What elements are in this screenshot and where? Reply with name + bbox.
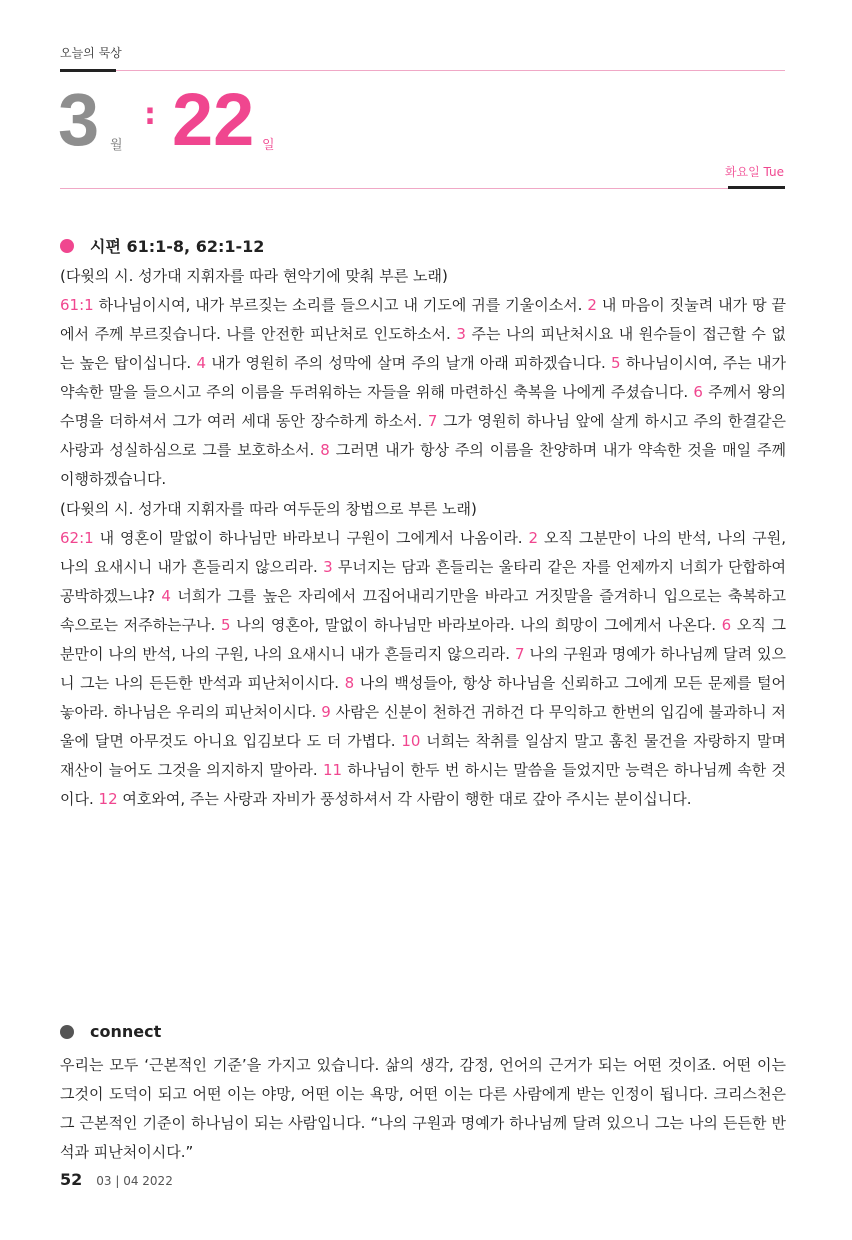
- psalm-62-text: [60, 524, 786, 814]
- month-unit: 월: [110, 138, 123, 153]
- bullet-dot-icon: [60, 1025, 74, 1039]
- verse-number: 10: [401, 732, 421, 750]
- weekday-label: 화요일 Tue: [724, 165, 784, 179]
- verse-text: 하나님이시여, 내가 부르짖는 소리를 들으시고 내 기도에 귀를 기울이소서.: [93, 296, 588, 314]
- verse-text: 무너지는 담과 흔들리는 울타리 같은 자를 언제까지 너희가 단합하여 공박하겠느냐?: [60, 558, 787, 605]
- top-rule: [116, 70, 785, 71]
- psalm-62-intro: (다윗의 시. 성가대 지휘자를 따라 여두둔의 창법으로 부른 노래): [60, 500, 477, 518]
- verse-number: 62:1: [60, 529, 94, 547]
- verse-text: 너희가 그를 높은 자리에서 끄집어내리기만을 바라고 거짓말을 즐겨하니 입으로는 축복하고 속으로는 저주하는구나.: [60, 587, 787, 634]
- verse-text: 내 영혼이 말없이 하나님만 바라보니 구원이 그에게서 나옴이라.: [93, 529, 529, 547]
- verse-number: 2: [587, 296, 597, 314]
- verse-number: 8: [344, 674, 355, 692]
- month-number: 3: [58, 78, 100, 161]
- verse-number: 11: [322, 761, 343, 779]
- verse-number: 4: [161, 587, 171, 605]
- verse-text: 그러면 내가 항상 주의 이름을 찬양하며 내가 약속한 것을 매일 주께 이행하겠습니다.: [60, 441, 787, 488]
- verse-number: 4: [196, 354, 206, 372]
- verse-text: 나의 구원과 명예가 하나님께 달려 있으니 그는 나의 든든한 반석과 피난처이시다.: [60, 645, 787, 692]
- connect-title: connect: [90, 1022, 162, 1041]
- verse-number: 3: [323, 558, 333, 576]
- verse-text: 나의 영혼아, 말없이 하나님만 바라보아라. 나의 희망이 그에게서 나온다.: [230, 616, 722, 634]
- page-number: 52: [60, 1170, 83, 1189]
- verse-text: 너희는 착취를 일삼지 말고 훔친 물건을 자랑하지 말며 재산이 늘어도 그것을 의지하지 말아라.: [60, 732, 786, 779]
- verse-number: 61:1: [60, 296, 94, 314]
- verse-text: 하나님이시여, 주는 내가 약속한 말을 들으시고 주의 이름을 두려워하는 자들을 위해 마련하신 축복을 나에게 주셨습니다.: [60, 354, 786, 401]
- psalm-61-text: [60, 291, 786, 494]
- verse-text: 내 마음이 짓눌려 내가 땅 끝에서 주께 부르짖습니다. 나를 안전한 피난처로 인도하소서.: [60, 296, 787, 343]
- verse-text: 오직 그분만이 나의 반석, 나의 구원, 나의 요새시니 내가 흔들리지 않으리라.: [60, 616, 786, 663]
- day-unit: 일: [262, 138, 275, 153]
- date-separator: :: [144, 97, 156, 132]
- scripture-heading: [60, 234, 264, 257]
- connect-body: 우리는 모두 ‘근본적인 기준’을 가지고 있습니다. 삶의 생각, 감정, 언어의 근거가 되는 어떤 것이죠. 어떤 이는 그것이 도덕이 되고 어떤 이는 야망, 어떤 이는 욕망, 어떤 이는 다른 사람에게 받는 인정이 됩니다. 크리스천은 그 근본적인 기준이 하나님이 되는 사람입니다. “나의 구원과 명예가 하나님께 달려 있으니 그는 나의 든든한 반석과 피난처이시다.”: [60, 1056, 786, 1161]
- header-rule: [60, 188, 728, 189]
- connect-heading: [60, 1022, 161, 1041]
- verse-text: 주는 나의 피난처시요 내 원수들이 접근할 수 없는 높은 탑이십니다.: [60, 325, 786, 372]
- verse-text: 내가 영원히 주의 성막에 살며 주의 날개 아래 피하겠습니다.: [205, 354, 612, 372]
- verse-text: 그가 영원히 하나님 앞에 살게 하시고 주의 한결같은 사랑과 성실하심으로 그를 보호하소서.: [60, 412, 786, 459]
- verse-text: 오직 그분만이 나의 반석, 나의 구원, 나의 요새시니 내가 흔들리지 않으리라.: [60, 529, 786, 576]
- verse-number: 9: [321, 703, 331, 721]
- verse-number: 6: [693, 383, 703, 401]
- verse-text: 나의 백성들아, 항상 하나님을 신뢰하고 그에게 모든 문제를 털어놓아라. 하나님은 우리의 피난처이시다.: [60, 674, 786, 721]
- psalm-61-intro: (다윗의 시. 성가대 지휘자를 따라 현악기에 맞춰 부른 노래): [60, 267, 448, 285]
- scripture-title: 시편 61:1-8, 62:1-12: [90, 237, 265, 256]
- section-label: 오늘의 묵상: [60, 46, 122, 60]
- issue-date: 03 | 04 2022: [96, 1174, 173, 1188]
- section-underline: [60, 69, 116, 72]
- page-footer: [60, 1170, 173, 1189]
- verse-text: 여호와여, 주는 사랑과 자비가 풍성하셔서 각 사람이 행한 대로 갚아 주시는 분이십니다.: [117, 790, 692, 808]
- verse-number: 6: [721, 616, 732, 634]
- bullet-dot-icon: [60, 239, 74, 253]
- verse-number: 3: [456, 325, 466, 343]
- verse-number: 5: [221, 616, 231, 634]
- verse-number: 8: [320, 441, 330, 459]
- verse-text: 사람은 신분이 천하건 귀하건 다 무익하고 한번의 입김에 불과하니 저울에 달면 아무것도 아니요 입김보다 도 더 가볍다.: [60, 703, 787, 750]
- verse-number: 5: [611, 354, 621, 372]
- verse-text: 하나님이 한두 번 하시는 말씀을 들었지만 능력은 하나님께 속한 것이다.: [60, 761, 786, 808]
- verse-number: 7: [514, 645, 525, 663]
- verse-number: 2: [528, 529, 539, 547]
- verse-text: 주께서 왕의 수명을 더하셔서 그가 여러 세대 동안 장수하게 하소서.: [60, 383, 786, 430]
- verse-number: 12: [98, 790, 118, 808]
- weekday-underline: [728, 186, 785, 189]
- day-number: 22: [172, 78, 255, 161]
- verse-number: 7: [427, 412, 438, 430]
